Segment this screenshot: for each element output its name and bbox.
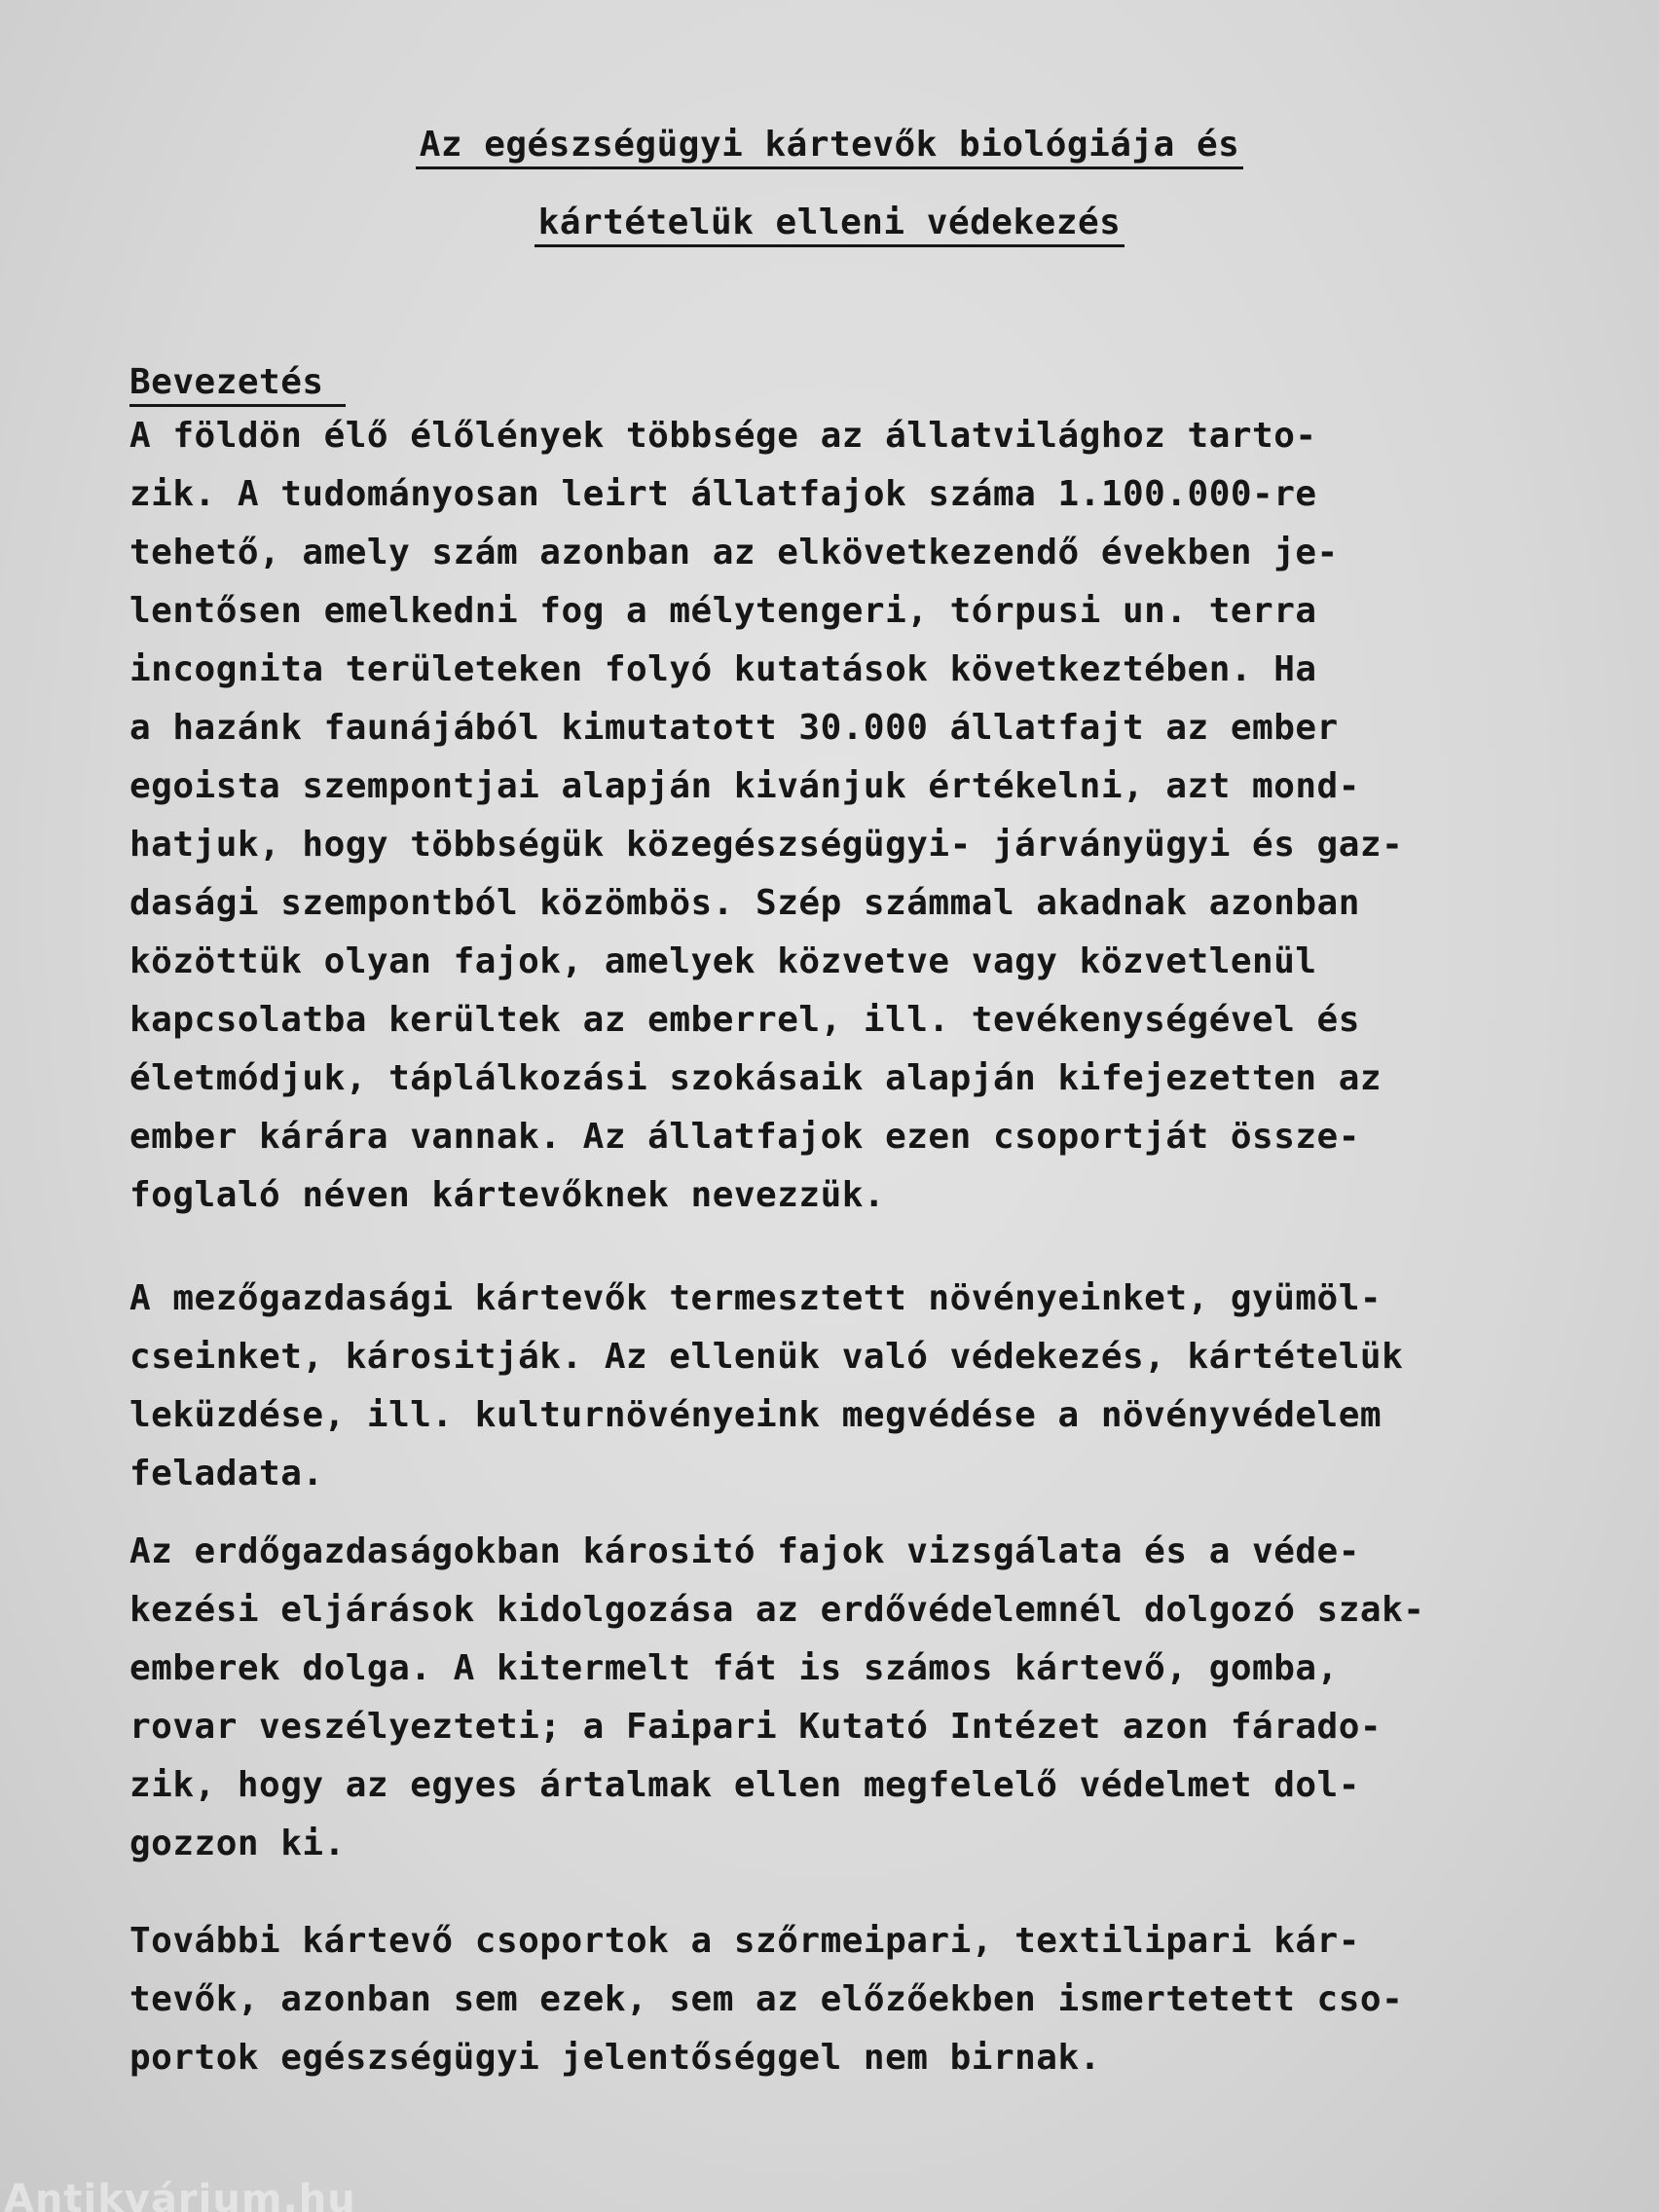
paragraph-line: ember kárára vannak. Az állatfajok ezen csoportját össze- bbox=[129, 1117, 1360, 1157]
paragraph-line: További kártevő csoportok a szőrmeipari, textilipari kár- bbox=[129, 1921, 1360, 1961]
paragraph-line: kapcsolatba kerültek az emberrel, ill. tevékenységével és bbox=[129, 1000, 1360, 1040]
paragraph-line: emberek dolga. A kitermelt fát is számos kártevő, gomba, bbox=[129, 1648, 1339, 1688]
paragraph-line: hatjuk, hogy többségük közegészségügyi- járványügyi és gaz- bbox=[129, 825, 1404, 865]
paragraph-2 bbox=[129, 1270, 1561, 1503]
paragraph-line: tehető, amely szám azonban az elkövetkezendő években je- bbox=[129, 533, 1339, 572]
paragraph-line: foglaló néven kártevőknek nevezzük. bbox=[129, 1175, 886, 1215]
section-heading: Bevezetés bbox=[129, 362, 346, 407]
title-line-2-text: kártételük elleni védekezés bbox=[535, 203, 1125, 247]
paragraph-line: cseinket, kárositják. Az ellenük való védekezés, kártételük bbox=[129, 1337, 1404, 1377]
paragraph-line: leküzdése, ill. kulturnövényeink megvédése a növényvédelem bbox=[129, 1395, 1382, 1435]
watermark: Antikvárium.hu bbox=[4, 2177, 356, 2212]
paragraph-3 bbox=[129, 1523, 1561, 1873]
paragraph-line: tevők, azonban sem ezek, sem az előzőekben ismertetett cso- bbox=[129, 1979, 1404, 2019]
paragraph-line: feladata. bbox=[129, 1454, 324, 1493]
paragraph-line: Az erdőgazdaságokban kárositó fajok vizsgálata és a véde- bbox=[129, 1531, 1360, 1571]
paragraph-line: dasági szempontból közömbös. Szép számmal akadnak azonban bbox=[129, 883, 1360, 923]
paragraph-line: egoista szempontjai alapján kivánjuk értékelni, azt mond- bbox=[129, 766, 1360, 806]
paragraph-4 bbox=[129, 1912, 1561, 2087]
paragraph-line: zik. A tudományosan leirt állatfajok száma 1.100.000-re bbox=[129, 474, 1317, 514]
paragraph-line: incognita területeken folyó kutatások következtében. Ha bbox=[129, 649, 1317, 689]
title-line-2 bbox=[0, 203, 1659, 242]
paragraph-1 bbox=[129, 407, 1561, 1225]
paragraph-line: gozzon ki. bbox=[129, 1824, 346, 1863]
paragraph-line: rovar veszélyezteti; a Faipari Kutató Intézet azon fárado- bbox=[129, 1707, 1382, 1747]
title-line-1 bbox=[0, 125, 1659, 165]
paragraph-line: a hazánk faunájából kimutatott 30.000 állatfajt az ember bbox=[129, 708, 1339, 748]
paragraph-line: A földön élő élőlények többsége az állatvilághoz tarto- bbox=[129, 416, 1317, 456]
paragraph-line: életmódjuk, táplálkozási szokásaik alapján kifejezetten az bbox=[129, 1058, 1382, 1098]
paragraph-line: portok egészségügyi jelentőséggel nem birnak. bbox=[129, 2038, 1101, 2078]
paragraph-line: lentősen emelkedni fog a mélytengeri, tórpusi un. terra bbox=[129, 591, 1317, 631]
paragraph-line: közöttük olyan fajok, amelyek közvetve vagy közvetlenül bbox=[129, 941, 1317, 981]
paragraph-line: zik, hogy az egyes ártalmak ellen megfelelő védelmet dol- bbox=[129, 1765, 1360, 1805]
paragraph-line: kezési eljárások kidolgozása az erdővédelemnél dolgozó szak- bbox=[129, 1590, 1425, 1630]
paragraph-line: A mezőgazdasági kártevők termesztett növényeinket, gyümöl- bbox=[129, 1278, 1382, 1318]
title-line-1-text: Az egészségügyi kártevők biológiája és bbox=[416, 125, 1244, 169]
